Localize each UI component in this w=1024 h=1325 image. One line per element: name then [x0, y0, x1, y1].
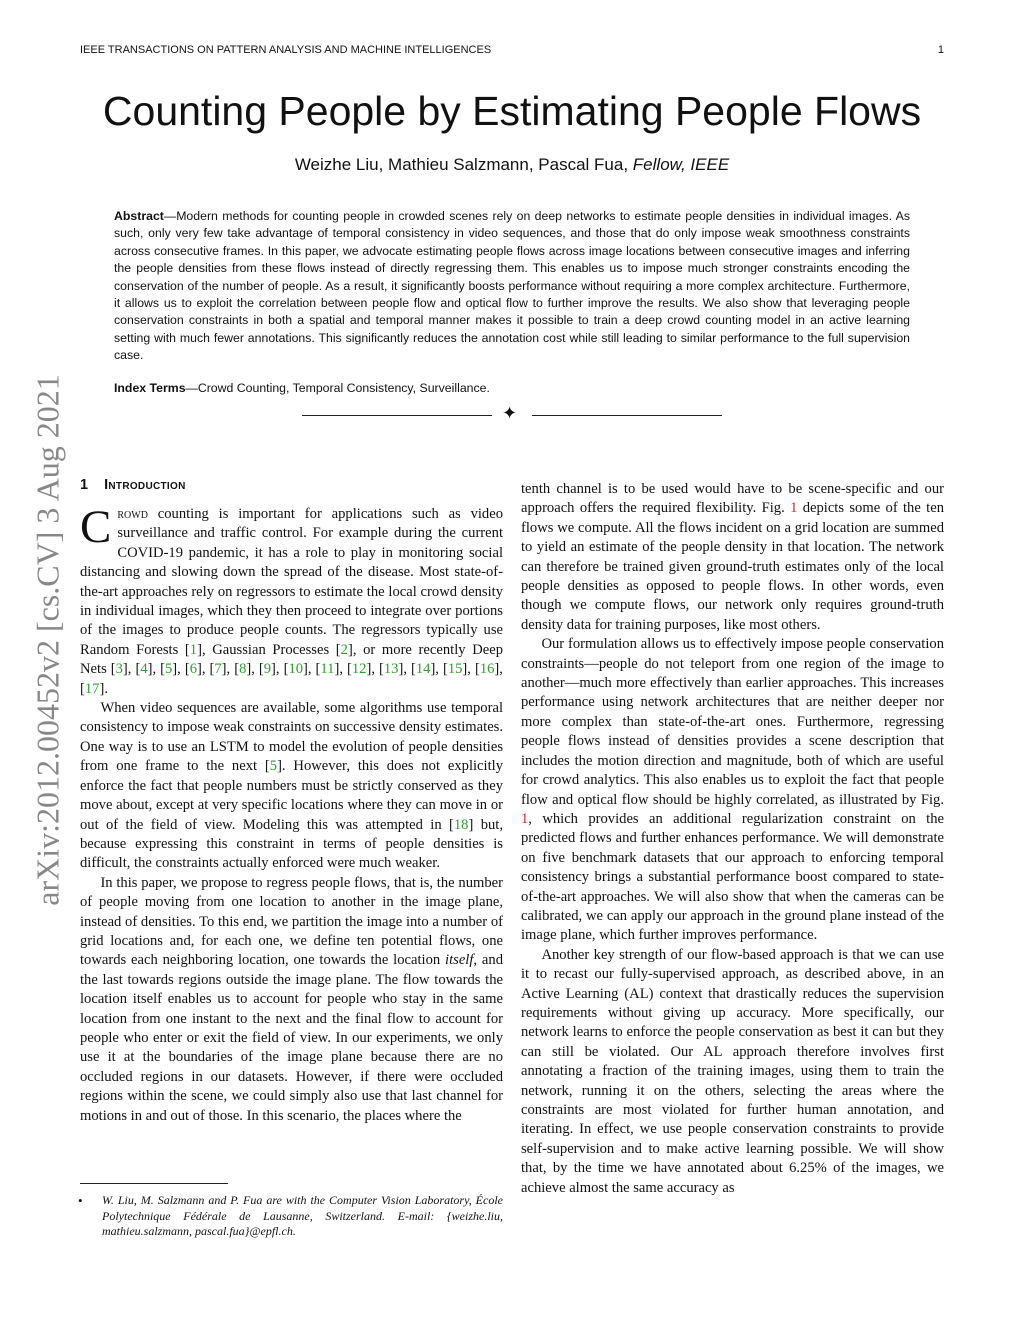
citation-link[interactable]: 6: [189, 661, 197, 678]
figure-link[interactable]: 1: [790, 500, 798, 517]
section-number: 1: [80, 477, 89, 493]
paragraph-text: ] but, because expressing this constraint in terms of people densities is difficult, the constraints actually enforced were much weaker.: [80, 816, 503, 872]
paper-title: Counting People by Estimating People Flows: [102, 88, 922, 134]
paragraph-text: counting is important for applications such as video surveillance and traffic control. For example during the current COVID-19 pandemic, it has a role to play in monitoring social distancing and slowing down the spread of the disease. Most state-of-the-art approaches rely on regressors to estimate the local crowd density in individual images, which they then proceed to integrate over portions of the images to produce people counts. The regressors typically use Random Forests [: [80, 506, 503, 658]
citation-link[interactable]: 13: [383, 661, 399, 678]
citation-link[interactable]: 17: [84, 680, 100, 697]
citation-separator: ], [: [147, 661, 165, 678]
abstract-label: Abstract: [114, 209, 164, 223]
citation-separator: ], [: [366, 661, 384, 678]
intro-paragraph-5: [521, 635, 944, 946]
footnote-text: W. Liu, M. Salzmann and P. Fua are with the Computer Vision Laboratory, École Polytechnique Fédérale de Lausanne, Switzerland. E-mail: {weizhe.liu, mathieu.salzmann, pascal.fua}@epfl.ch.: [102, 1193, 503, 1238]
paragraph-text: ]. However, this does not explicitly enforce the fact that people numbers must be strictly conserved as they move about, except at very specific locations where they can move in or out of the field of view. Modeling this was attempted in [: [80, 758, 503, 833]
paragraph-text: In this paper, we propose to regress people flows, that is, the number of people moving from one location to another in the image plane, instead of densities. To this end, we partition the image into a number of grid locations and, for each one, we define ten potential flows, one towards each neighboring location, one towards the location: [80, 874, 503, 969]
index-terms-text: —Crowd Counting, Temporal Consistency, Surveillance.: [185, 381, 490, 395]
author-list: [0, 155, 1024, 175]
right-column: [521, 480, 944, 1198]
citation-separator: ], [: [221, 661, 240, 678]
citation-link[interactable]: 16: [479, 661, 495, 678]
citation-separator: ], [: [122, 661, 141, 678]
paragraph-text: , which provides an additional regularization constraint on the predicted flows and further enhances performance. We will demonstrate on five benchmark datasets that our approach to enforcing temporal consistency brings a substantial performance boost compared to state-of-the-art approaches. We will also show that when the cameras can be calibrated, we can apply our approach in the ground plane instead of the image plane, which further improves performance.: [521, 810, 944, 944]
divider-line-left: [302, 415, 492, 416]
footnote-rule: [80, 1183, 228, 1184]
journal-name: IEEE TRANSACTIONS ON PATTERN ANALYSIS AND MACHINE INTELLIGENCES: [80, 44, 492, 56]
citation-link[interactable]: 5: [269, 758, 278, 775]
arxiv-identifier: arXiv:2012.00452v2 [cs.CV] 3 Aug 2021: [29, 374, 66, 906]
affiliation-footnote: [80, 1193, 503, 1240]
paragraph-text: tenth channel is to be used would have to be scene-specific and our approach offers the required flexibility. Fig.: [521, 481, 944, 517]
citation-separator: ], [: [303, 661, 321, 678]
paragraph-text: depicts some of the ten flows we compute. All the flows incident on a grid location are summed to yield an estimate of the people density in that location. The network can therefore be trained given ground-truth estimates only of the local people densities as opposed to people flows. In other words, even though we compute flows, our network only requires ground-truth density data for training purposes, like most others.: [521, 500, 944, 633]
paragraph-text: Our formulation allows us to effectively impose people conservation constraints—people do not teleport from one region of the image to another—much more effectively than earlier approaches. This increases performance using network architectures that are neither deeper nor more complex than state-of-the-art ones. Furthermore, regressing people flows instead of densities provides a scene description that includes the motion direction and magnitude, both of which are useful for crowd analytics. This also enables us to exploit the fact that people flow and optical flow should be highly correlated, as illustrated by Fig.: [521, 636, 944, 808]
paragraph-text: ], Gaussian Processes [: [197, 641, 341, 658]
citation-link[interactable]: 7: [214, 661, 222, 678]
citation-link[interactable]: 12: [351, 661, 367, 678]
intro-paragraph-3: [80, 874, 503, 1126]
citation-link[interactable]: 15: [447, 661, 463, 678]
citation-link[interactable]: 11: [320, 661, 335, 678]
divider-line-right: [532, 415, 722, 416]
intro-paragraph-6: Another key strength of our flow-based approach is that we can use it to recast our fully-supervised approach, as described above, in an Active Learning (AL) context that drastically reduces the supervision requirements without giving up accuracy. More specifically, our network learns to enforce the people conservation as best it can but they can still be violated. Our AL approach therefore involves first annotating a fraction of the training images, using them to train the network, running it on the others, selecting the areas where the constraints are most violated for further human annotation, and iterating. In effect, we use people conservation constraints to provide self-supervision and to make active learning possible. We will show that, by the time we have annotated about 6.25% of the images, we achieve almost the same accuracy as: [521, 946, 944, 1196]
citation-link[interactable]: 5: [165, 661, 173, 678]
emphasis-itself: itself: [445, 952, 474, 969]
citation-separator: ], [: [398, 661, 416, 678]
divider-star-icon: ✦: [502, 403, 518, 423]
citation-link[interactable]: 8: [239, 661, 247, 678]
paragraph-text: When video sequences are available, some algorithms use temporal consistency to impose weak constraints on successive density estimates. One way is to use an LSTM to model the evolution of people densities from one frame to the next [: [80, 700, 503, 775]
intro-paragraph-4: [521, 480, 944, 635]
citation-separator: ], [: [172, 661, 190, 678]
section-title: Introduction: [104, 477, 186, 493]
citation-separator: ], [: [196, 661, 215, 678]
intro-paragraph-1: [80, 501, 503, 699]
paragraph-text: ], or more recently Deep Nets [: [80, 641, 503, 678]
abstract-text: —Modern methods for counting people in crowded scenes rely on deep networks to estimate people densities in individual images. As such, only very few take advantage of temporal consistency in video sequences, and those that do only impose weak smoothness constraints across consecutive frames. In this paper, we advocate estimating people flows across image locations between consecutive images and inferring the people densities from these flows instead of directly regressing them. This enables us to impose much stronger constraints encoding the conservation of the number of people. As a result, it significantly boosts performance without requiring a more complex architecture. Furthermore, it allows us to exploit the correlation between people flow and optical flow to further improve the results. We also show that leveraging people conservation constraints in both a spatial and temporal manner makes it possible to train a deep crowd counting model in an active learning setting with much fewer annotations. This significantly reduces the annotation cost while still leading to similar performance to the full supervision case.: [114, 209, 910, 363]
citation-link[interactable]: 18: [453, 816, 469, 833]
left-column: [80, 475, 503, 1126]
abstract: [114, 208, 910, 365]
section-heading: [80, 475, 503, 495]
citation-separator: ], [: [462, 661, 480, 678]
citation-link[interactable]: 10: [288, 661, 304, 678]
drop-cap-smallcaps: rowd: [117, 506, 148, 522]
section-divider: [300, 405, 724, 427]
page-number: 1: [937, 44, 944, 56]
citation-separator: ], [: [334, 661, 352, 678]
figure-link[interactable]: 1: [521, 810, 529, 827]
citation-link[interactable]: 1: [189, 641, 198, 658]
citation-link[interactable]: 3: [115, 661, 123, 678]
paragraph-text: ].: [99, 680, 108, 697]
citation-separator: ], [: [430, 661, 448, 678]
paragraph-text: , and the last towards regions outside the image plane. The flow towards the location itself enables us to account for people who stay in the same location from one instant to the next and the final flow to account for people who enter or exit the field of view. In our experiments, we only use it at the boundaries of the image plane because there are no occluded regions in our datasets. However, if there were occluded regions within the scene, we could simply also use that last channel for motions in and out of those. In this scenario, the places where the: [80, 952, 503, 1124]
citation-link[interactable]: 9: [263, 661, 272, 678]
footnote-bullet: •: [78, 1193, 83, 1208]
citation-link[interactable]: 2: [340, 641, 348, 658]
author-names: Weizhe Liu, Mathieu Salzmann, Pascal Fua,: [294, 155, 629, 174]
citation-separator: ], [: [271, 661, 289, 678]
index-terms-label: Index Terms: [114, 381, 186, 395]
author-fellow: Fellow, IEEE: [632, 155, 730, 174]
citation-separator: ], [: [80, 661, 503, 697]
citation-link[interactable]: 14: [415, 661, 431, 678]
citation-separator: ], [: [246, 661, 264, 678]
drop-cap: C: [80, 501, 112, 553]
citation-link[interactable]: 4: [140, 661, 148, 678]
index-terms: [114, 381, 910, 395]
intro-paragraph-2: [80, 699, 503, 874]
